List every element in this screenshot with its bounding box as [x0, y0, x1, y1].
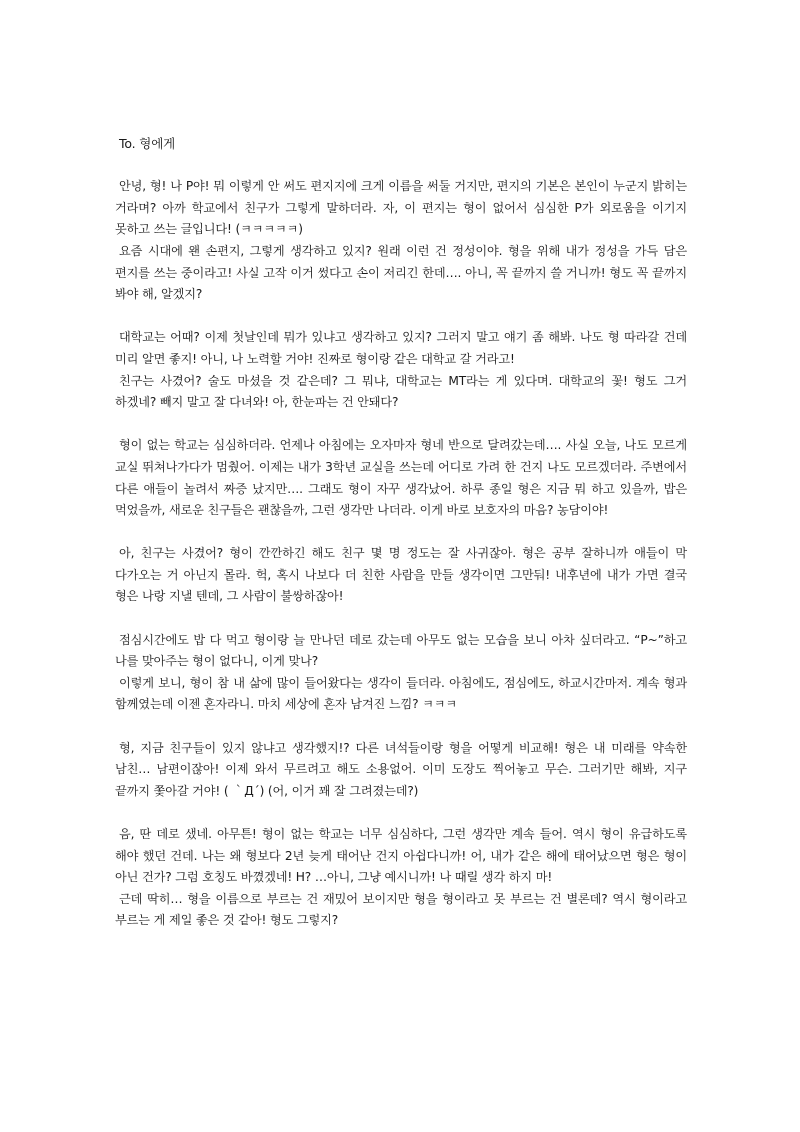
letter-paragraph: 대학교는 어때? 이제 첫날인데 뭐가 있냐고 생각하고 있지? 그러지 말고 얘기 좀 해봐. 나도 형 따라갈 건데 미리 알면 좋지! 아니, 나 노력할 거야! 진짜로 형이랑 같은 대학교 갈 거라고!: [115, 330, 687, 366]
letter-title: To. 형에게: [119, 136, 176, 151]
letter-paragraph: 형, 지금 친구들이 있지 않냐고 생각했지!? 다른 녀석들이랑 형을 어떻게 비교해! 형은 내 미래를 약속한 남친… 남편이잖아! 이제 와서 무르려고 해도 소용없어. 이미 도장도 찍어놓고 무슨. 그러기만 해봐, 지구 끝까지 쫓아갈 거야! ( ｀Д´) (어, 이거 꽤 잘 그려졌는데?): [115, 740, 687, 798]
paragraph-gap: [115, 802, 687, 824]
paragraph-gap: [115, 716, 687, 738]
paragraph-gap: [115, 522, 687, 544]
letter-paragraph: 아, 친구는 사겼어? 형이 깐깐하긴 해도 친구 몇 명 정도는 잘 사귀잖아. 형은 공부 잘하니까 애들이 막 다가오는 거 아닌지 몰라. 헉, 혹시 나보다 더 친한 사람을 만들 생각이면 그만둬! 내후년에 내가 가면 결국 형은 나랑 지낼 텐데, 그 사람이 불쌍하잖아!: [115, 546, 687, 604]
letter-paragraph: 형이 없는 학교는 심심하더라. 언제나 아침에는 오자마자 형네 반으로 달려갔는데…. 사실 오늘, 나도 모르게 교실 뛰쳐나가다가 멈췄어. 이제는 내가 3학년 교실을 쓰는데 어디로 가려 한 건지 나도 모르겠더라. 주변에서 다른 애들이 놀려서 짜증 났지만…. 그래도 형이 자꾸 생각났어. 하루 종일 형은 지금 뭐 하고 있을까, 밥은 먹었을까, 새로운 친구들은 괜찮을까, 그런 생각만 나더라. 이게 바로 보호자의 마음? 농담이야!: [115, 438, 687, 518]
letter-body: [115, 133, 687, 932]
letter-paragraph: 이렇게 보니, 형이 참 내 삶에 많이 들어왔다는 생각이 들더라. 아침에도, 점심에도, 하교시간마저. 계속 형과 함께였는데 이젠 혼자라니. 마치 세상에 혼자 남겨진 느낌? ㅋㅋㅋ: [115, 675, 687, 712]
letter-paragraph: 근데 딱히… 형을 이름으로 부르는 건 재밌어 보이지만 형을 형이라고 못 부르는 건 별론데? 역시 형이라고 부르는 게 제일 좋은 것 같아! 형도 그렇지?: [115, 891, 687, 928]
letter-paragraph: 안녕, 형! 나 P야! 뭐 이렇게 안 써도 편지지에 크게 이름을 써둘 거지만, 편지의 기본은 본인이 누군지 밝히는 거라며? 아까 학교에서 친구가 그렇게 말하더라. 자, 이 편지는 형이 없어서 심심한 P가 외로움을 이기지 못하고 쓰는 글입니다! (ㅋㅋㅋㅋㅋ): [115, 179, 687, 237]
paragraph-gap: [115, 414, 687, 436]
letter-paragraph: 친구는 사겼어? 술도 마셨을 것 같은데? 그 뭐냐, 대학교는 MT라는 게 있다며. 대학교의 꽃! 형도 그거 하겠네? 빼지 말고 잘 다녀와! 아, 한눈파는 건 안돼다?: [115, 373, 687, 410]
letter-paragraph: 음, 딴 데로 샜네. 아무튼! 형이 없는 학교는 너무 심심하다, 그런 생각만 계속 들어. 역시 형이 유급하도록 해야 했던 건데. 나는 왜 형보다 2년 늦게 태어난 건지 아쉽다니까! 어, 내가 같은 해에 태어났으면 형은 형이 아닌 건가? 그럼 호칭도 바꼈겠네! H? …아니, 그냥 예시니까! 나 때릴 생각 하지 마!: [115, 827, 687, 885]
letter-paragraph: 점심시간에도 밥 다 먹고 형이랑 늘 만나던 데로 갔는데 아무도 없는 모습을 보니 아차 싶더라고. “P~”하고 나를 맞아주는 형이 없다니, 이게 맞나?: [115, 632, 687, 669]
letter-paragraphs: [115, 176, 687, 932]
letter-paragraph: 요즘 시대에 왠 손편지, 그렇게 생각하고 있지? 원래 이런 건 정성이야. 형을 위해 내가 정성을 가득 담은 편지를 쓰는 중이라고! 사실 고작 이거 썼다고 손이 저리긴 한데…. 아니, 꼭 끝까지 쓸 거니까! 형도 꼭 끝까지 봐야 해, 알겠지?: [115, 243, 687, 302]
paragraph-gap: [115, 306, 687, 328]
paragraph-gap: [115, 608, 687, 630]
